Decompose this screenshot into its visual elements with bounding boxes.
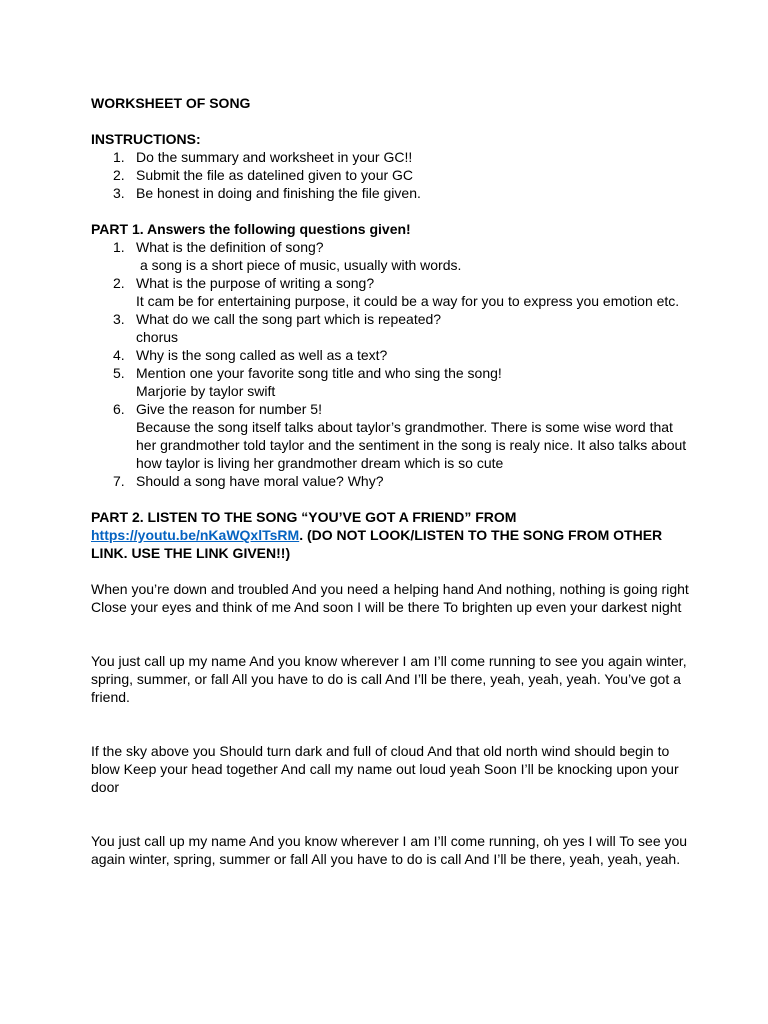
item-number: 2.: [113, 275, 125, 291]
document-title: WORKSHEET OF SONG: [91, 95, 251, 111]
lyric-paragraph: When you’re down and troubled And you need a helping hand And nothing, nothing is going right Close your eyes and think of me And soon I will be there To brighten up even your darkest night: [91, 581, 689, 615]
question-text: Should a song have moral value? Why?: [136, 473, 384, 489]
lyric-paragraph: If the sky above you Should turn dark and full of cloud And that old north wind should begin to blow Keep your head together And call my name out loud yeah Soon I’ll be knocking upon your door: [91, 743, 679, 795]
question-text: What is the purpose of writing a song?: [136, 275, 375, 291]
question-text: Why is the song called as well as a text?: [136, 347, 388, 363]
item-number: 4.: [113, 347, 125, 363]
part1-heading: PART 1. Answers the following questions given!: [91, 221, 411, 237]
document-body: [91, 94, 691, 868]
list-item: [91, 472, 691, 490]
lyric-paragraph: You just call up my name And you know wherever I am I’ll come running, oh yes I will To see you again winter, spring, summer or fall All you have to do is call And I’ll be there, yeah, yeah, yeah.: [91, 833, 688, 867]
youtube-link[interactable]: https://youtu.be/nKaWQxlTsRM: [91, 527, 300, 543]
item-number: 2.: [113, 167, 125, 183]
question-text: What do we call the song part which is repeated?: [136, 311, 442, 327]
instruction-text: Submit the file as datelined given to your GC: [136, 167, 414, 183]
instruction-text: Be honest in doing and finishing the file given.: [136, 185, 421, 201]
item-number: 6.: [113, 401, 125, 417]
list-item: [91, 310, 691, 346]
list-item: [91, 148, 691, 166]
question-text: Give the reason for number 5!: [136, 401, 322, 417]
item-number: 3.: [113, 311, 125, 327]
part2-heading: [91, 508, 691, 562]
answer-text: Marjorie by taylor swift: [136, 383, 276, 399]
instructions-heading: INSTRUCTIONS:: [91, 131, 201, 147]
list-item: [91, 346, 691, 364]
part2-heading-suffix: . (DO NOT LOOK/LISTEN TO THE SONG FROM OTHER LINK. USE THE LINK GIVEN!!): [91, 527, 663, 561]
answer-text: It cam be for entertaining purpose, it could be a way for you to express you emotion etc.: [136, 293, 680, 309]
list-item: [91, 166, 691, 184]
list-item: [91, 238, 691, 274]
answer-text: a song is a short piece of music, usually with words.: [140, 257, 462, 273]
item-number: 1.: [113, 239, 125, 255]
lyric-paragraph: You just call up my name And you know wherever I am I’ll come running to see you again winter, spring, summer, or fall All you have to do is call And I’ll be there, yeah, yeah, yeah. You’ve got a friend.: [91, 653, 687, 705]
list-item: [91, 184, 691, 202]
instructions-list: [91, 148, 691, 202]
list-item: [91, 400, 691, 472]
question-text: Mention one your favorite song title and who sing the song!: [136, 365, 502, 381]
question-text: What is the definition of song?: [136, 239, 324, 255]
part1-question-list: [91, 238, 691, 490]
answer-text: chorus: [136, 329, 179, 345]
item-number: 5.: [113, 365, 125, 381]
list-item: [91, 364, 691, 400]
answer-text: Because the song itself talks about taylor’s grandmother. There is some wise word that her grandmother told taylor and the sentiment in the song is realy nice. It also talks about how taylor is living her grandmother dream which is so cute: [136, 419, 687, 471]
item-number: 1.: [113, 149, 125, 165]
instruction-text: Do the summary and worksheet in your GC!!: [136, 149, 413, 165]
item-number: 7.: [113, 473, 125, 489]
item-number: 3.: [113, 185, 125, 201]
list-item: [91, 274, 691, 310]
part2-heading-prefix: PART 2. LISTEN TO THE SONG “YOU’VE GOT A FRIEND” FROM: [91, 509, 517, 525]
